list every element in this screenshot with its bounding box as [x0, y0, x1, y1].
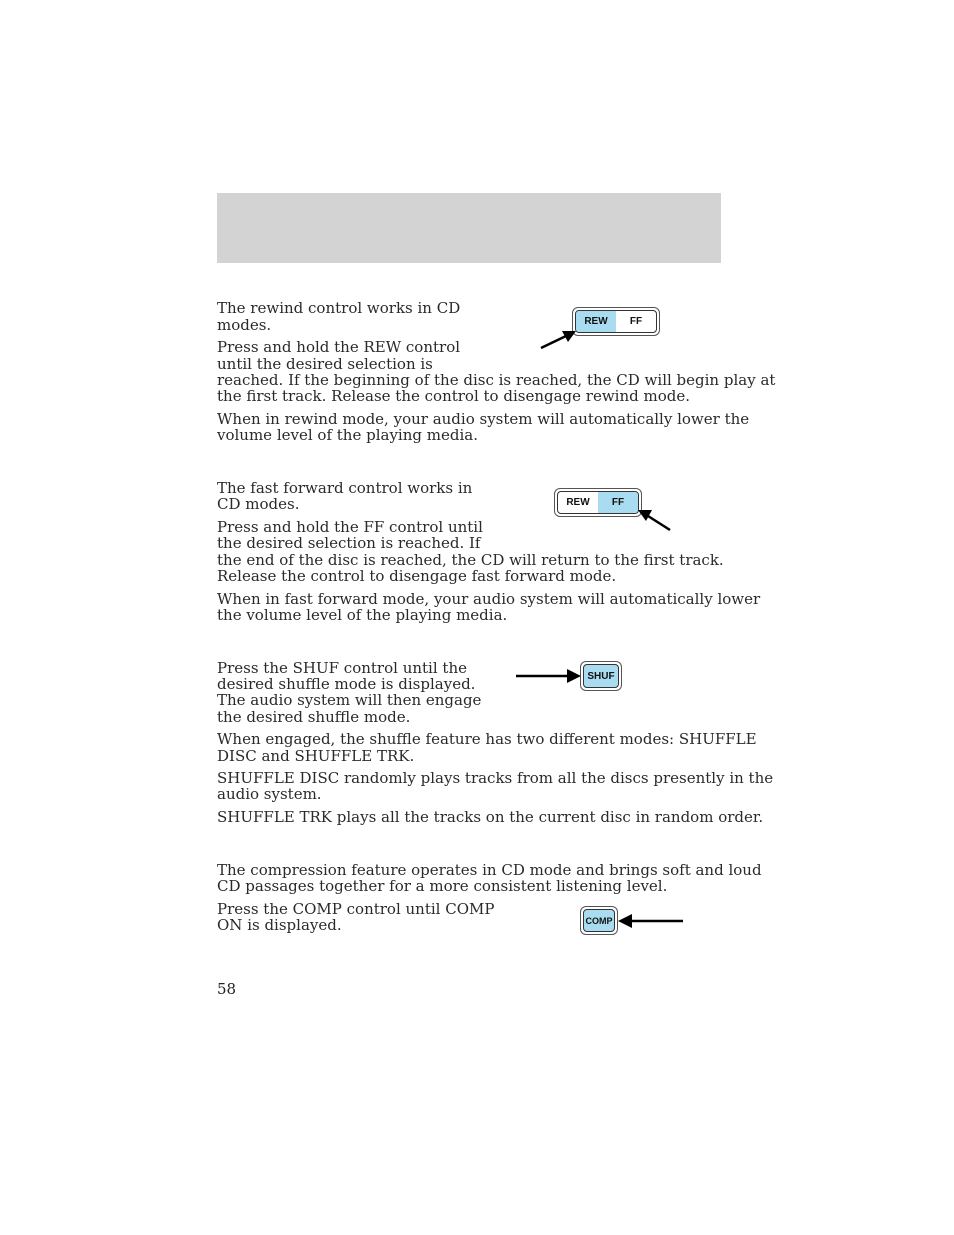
rewind-text-line: modes.: [217, 316, 272, 334]
ff-label: FF: [598, 492, 638, 513]
shuffle-text-line: SHUFFLE TRK plays all the tracks on the current disc in random order.: [217, 808, 764, 826]
rew-label: REW: [566, 497, 590, 508]
ff-text-line: the volume level of the playing media.: [217, 606, 508, 624]
ff-text-line: the end of the disc is reached, the CD will return to the first track.: [217, 551, 724, 569]
rewind-text-line: until the desired selection is: [217, 355, 433, 373]
rew-ff-button-ff-illustration: [554, 488, 642, 517]
comp-text-line: ON is displayed.: [217, 916, 342, 934]
rew-ff-button-rewind-illustration: [572, 307, 660, 336]
shuffle-text-line: DISC and SHUFFLE TRK.: [217, 747, 415, 765]
comp-text-line: The compression feature operates in CD mode and brings soft and loud: [217, 861, 762, 879]
ff-text-line: Release the control to disengage fast forward mode.: [217, 567, 617, 585]
page-number: 58: [217, 980, 237, 998]
comp-text-line: Press the COMP control until COMP: [217, 900, 495, 918]
ff-text-line: When in fast forward mode, your audio system will automatically lower: [217, 590, 761, 608]
ff-text-line: CD modes.: [217, 495, 300, 513]
rewind-text-line: Press and hold the REW control: [217, 338, 461, 356]
shuffle-text-line: the desired shuffle mode.: [217, 708, 411, 726]
shuffle-text-line: The audio system will then engage: [217, 691, 482, 709]
comp-button-illustration: [580, 906, 618, 935]
shuf-button-illustration: [580, 661, 622, 691]
rewind-text-line: The rewind control works in CD: [217, 299, 461, 317]
rewind-text-line: When in rewind mode, your audio system will automatically lower the: [217, 410, 750, 428]
arrow-icon: [538, 326, 580, 352]
shuffle-text-line: Press the SHUF control until the: [217, 659, 467, 677]
arrow-icon: [515, 667, 583, 685]
arrow-icon: [616, 912, 686, 930]
shuffle-text-line: SHUFFLE DISC randomly plays tracks from all the discs presently in the: [217, 769, 774, 787]
ff-label: FF: [629, 316, 643, 327]
rewind-text-line: volume level of the playing media.: [217, 426, 478, 444]
ff-text-line: the desired selection is reached. If: [217, 534, 481, 552]
ff-text-line: Press and hold the FF control until: [217, 518, 483, 536]
shuffle-text-line: audio system.: [217, 785, 322, 803]
ff-text-line: The fast forward control works in: [217, 479, 473, 497]
rewind-text-line: the first track. Release the control to disengage rewind mode.: [217, 387, 690, 405]
shuffle-text-line: desired shuffle mode is displayed.: [217, 675, 476, 693]
arrow-icon: [634, 506, 674, 534]
comp-text-line: CD passages together for a more consistent listening level.: [217, 877, 668, 895]
header-band: [217, 193, 721, 263]
rew-label: REW: [576, 311, 616, 332]
shuf-label: SHUF: [587, 670, 615, 682]
shuffle-text-line: When engaged, the shuffle feature has two different modes: SHUFFLE: [217, 730, 757, 748]
rewind-text-line: reached. If the beginning of the disc is reached, the CD will begin play at: [217, 371, 776, 389]
comp-label: COMP: [585, 915, 613, 926]
